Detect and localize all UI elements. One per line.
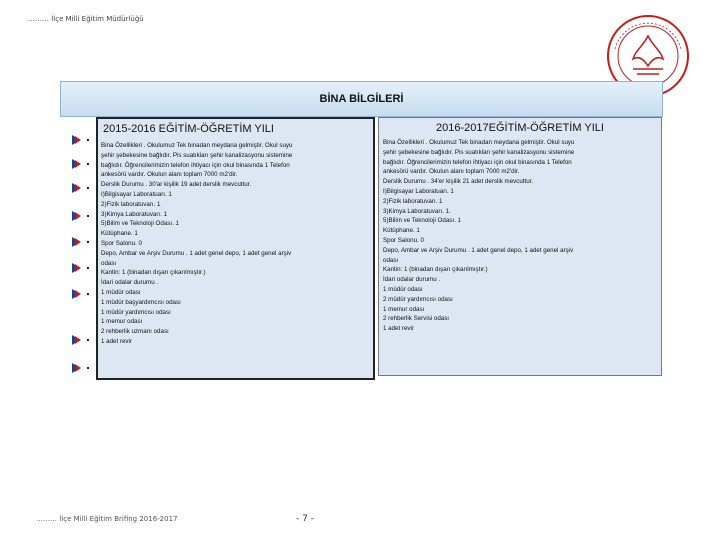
info-line: Kütüphane. 1	[101, 230, 138, 238]
info-line: Kantin: 1 (binadan dışarı çıkarılmıştır.)	[101, 269, 206, 277]
info-line: 1 müdür odası	[101, 288, 141, 296]
bullet-arrow-icon	[70, 158, 92, 170]
info-line: 2 müdür yardımcısı odası	[383, 295, 453, 303]
bullet-arrow-icon	[70, 288, 92, 300]
info-line: Bina Özellikleri . Okulumuz Tek binadan meydana gelmiştir. Okul suyu	[101, 142, 293, 149]
header-text: ……… İlçe Milli Eğitim Müdürlüğü	[28, 15, 144, 23]
info-line: bağlıdır. Öğrencilerimizin telefon ihtiyacı için okul binasında 1 Telefon	[101, 161, 290, 169]
column-2016-2017	[378, 117, 662, 376]
title-band	[60, 81, 663, 117]
info-line: ankesörü vardır. Okulun alanı toplam 7000 m2'dir.	[101, 171, 238, 179]
info-line: 1 müdür başyardımcısı odası	[101, 298, 181, 306]
bullet-arrow-icon	[70, 334, 92, 346]
info-line: Spor Salonu. 0	[101, 239, 142, 247]
info-line: ankesörü vardır. Okulun alanı toplam 7000 m2'dir.	[383, 168, 520, 176]
bullet-list	[70, 120, 94, 380]
info-line: 1 adet revir	[101, 337, 132, 345]
bullet-arrow-icon	[70, 182, 92, 194]
info-lines	[98, 141, 373, 347]
info-lines	[379, 138, 661, 334]
info-line: 1 memur odası	[383, 305, 425, 313]
info-line: 5)Bilim ve Teknoloji Odası. 1	[383, 217, 461, 225]
info-line: 5)Bilim ve Teknoloji Odası. 1	[101, 220, 179, 228]
info-line: İdari odalar durumu .	[383, 276, 441, 284]
bullet-arrow-icon	[70, 210, 92, 222]
info-line: Depo, Ambar ve Arşiv Durumu . 1 adet genel depo, 1 adet genel arşiv	[101, 249, 292, 257]
page-number: - 7 -	[296, 514, 314, 524]
info-line: Depo, Ambar ve Arşiv Durumu . 1 adet genel depo, 1 adet genel arşiv	[383, 246, 574, 254]
info-line: 2 rehberlik uzmanı odası	[101, 328, 169, 336]
info-line: Spor Salonu. 0	[383, 236, 424, 244]
info-line: odası	[383, 256, 399, 264]
info-line: 3)Kimya Laboratuvarı. 1	[101, 210, 168, 218]
info-line: I)Bilgisayar Laboratuarı. 1	[383, 187, 454, 195]
info-line: şehir şebekesine bağlıdır. Pis suatıkları şehir kanalizasyonu sistemine	[383, 148, 575, 156]
info-line: Bina Özellikleri . Okulumuz Tek binadan meydana gelmiştir. Okul suyu	[383, 139, 575, 146]
year-heading: 2016-2017EĞİTİM-ÖĞRETİM YILI	[436, 122, 604, 134]
info-line: 1 adet revir	[383, 325, 414, 333]
info-line: 1 memur odası	[101, 318, 143, 326]
info-line: Derslik Durumu . 30'ar kişilik 19 adet derslik mevcuttur.	[101, 181, 252, 189]
info-line: I)Bilgisayar Laboratuarı. 1	[101, 190, 172, 198]
bullet-arrow-icon	[70, 236, 92, 248]
info-line: 3)Kimya Laboratuvarı. 1.	[383, 207, 451, 215]
info-line: şehir şebekesine bağlıdır. Pis suatıkları şehir kanalizasyonu sistemine	[101, 151, 293, 159]
info-line: İdari odalar durumu .	[101, 279, 159, 287]
bullet-arrow-icon	[70, 362, 92, 374]
info-line: bağlıdır. Öğrencilerimizin telefon ihtiyacı için okul binasında 1 Telefon	[383, 158, 572, 166]
bullet-arrow-icon	[70, 134, 92, 146]
footer-text: ……… İlçe Milli Eğitim Brifing 2016-2017	[36, 515, 178, 523]
info-line: odası	[101, 259, 117, 267]
info-line: 2 rehberlik Servisi odası	[383, 315, 450, 323]
info-line: Derslik Durumu . 34'er kişilik 21 adet derslik mevcuttur.	[383, 178, 534, 186]
info-line: Kütüphane. 1	[383, 227, 420, 235]
info-line: 2)Fizik laboratuvarı. 1	[383, 197, 443, 205]
bullet-arrow-icon	[70, 262, 92, 274]
column-2015-2016	[96, 117, 375, 380]
info-line: Kantin: 1 (binadan dışarı çıkarılmıştır.)	[383, 266, 488, 274]
info-line: 2)Fizik laboratuvarı. 1	[101, 200, 161, 208]
info-line: 1 müdür odası	[383, 285, 423, 293]
page-title: BİNA BİLGİLERİ	[319, 93, 404, 105]
year-heading: 2015-2016 EĞİTİM-ÖĞRETİM YILI	[103, 123, 274, 135]
info-line: 1 müdür yardımcısı odası	[101, 308, 171, 316]
